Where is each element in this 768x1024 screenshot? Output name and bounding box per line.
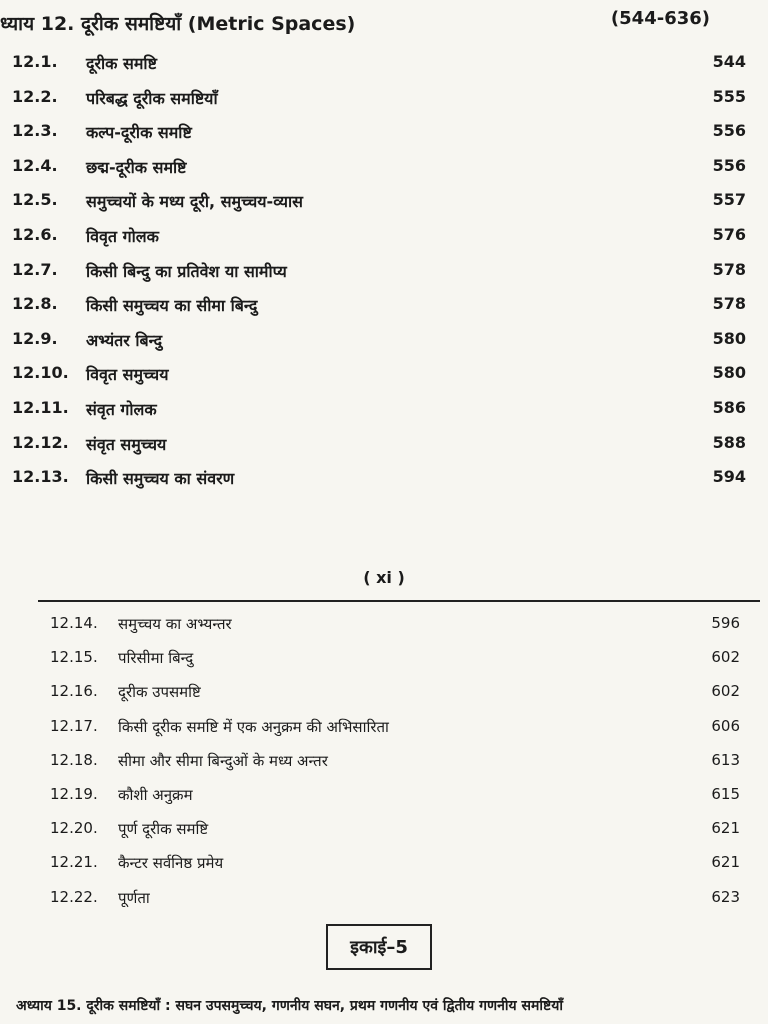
entry-page-number: 578 (712, 259, 746, 279)
entry-title: पूर्णता (118, 888, 150, 907)
entry-number: 12.21. (50, 853, 98, 872)
entry-page-number: 602 (711, 648, 740, 667)
toc-entry (0, 363, 768, 397)
entry-title: सीमा और सीमा बिन्दुओं के मध्य अन्तर (118, 751, 328, 770)
entry-page-number: 555 (712, 86, 746, 106)
entry-title: संवृत गोलक (86, 400, 157, 419)
entry-number: 12.2. (12, 86, 58, 106)
entry-number: 12.13. (12, 467, 69, 487)
toc-entry (0, 888, 768, 922)
toc-entry (0, 648, 768, 682)
entry-title: समुच्चय का अभ्यन्तर (118, 615, 232, 633)
entry-number: 12.11. (12, 398, 69, 417)
section-divider (38, 600, 760, 602)
toc-entry (0, 467, 768, 501)
entry-title: किसी समुच्चय का संवरण (86, 469, 235, 489)
entry-title: कौशी अनुक्रम (118, 786, 193, 804)
entry-page-number: 602 (711, 682, 740, 701)
toc-entry (0, 156, 768, 190)
entry-page-number: 578 (712, 294, 746, 314)
toc-entry (0, 294, 768, 328)
toc-entry (0, 785, 768, 819)
entry-page-number: 606 (711, 716, 740, 735)
entry-page-number: 576 (712, 225, 746, 244)
entry-page-number: 588 (712, 432, 746, 452)
entry-page-number: 615 (711, 785, 740, 803)
toc-entry (0, 260, 768, 294)
entry-number: 12.20. (50, 819, 98, 838)
toc-entry (0, 190, 768, 224)
entry-title: समुच्चयों के मध्य दूरी, समुच्चय-व्यास (86, 192, 303, 212)
entry-page-number: 556 (712, 155, 746, 175)
entry-title: किसी बिन्दु का प्रतिवेश या सामीप्य (86, 261, 287, 281)
entry-page-number: 586 (712, 398, 746, 417)
entry-number: 12.12. (12, 432, 69, 452)
entry-number: 12.18. (50, 750, 98, 769)
entry-number: 12.5. (12, 190, 58, 210)
entry-title: विवृत समुच्चय (86, 365, 169, 385)
chapter-page-range: (544-636) (610, 8, 710, 29)
entry-title: विवृत गोलक (86, 227, 159, 246)
entry-number: 12.19. (50, 785, 98, 803)
entry-page-number: 580 (712, 328, 746, 348)
entry-number: 12.4. (12, 155, 58, 175)
toc-entry (0, 853, 768, 887)
toc-entry (0, 433, 768, 467)
entry-title: कैन्टर सर्वनिष्ठ प्रमेय (118, 854, 224, 873)
entry-title: परिसीमा बिन्दु (118, 649, 194, 668)
entry-title: दूरीक समष्टि (86, 54, 157, 73)
entry-title: किसी समुच्चय का सीमा बिन्दु (86, 296, 258, 316)
entry-number: 12.16. (50, 682, 98, 701)
entry-page-number: 557 (712, 190, 746, 210)
entry-title: किसी दूरीक समष्टि में एक अनुक्रम की अभिसारिता (118, 717, 389, 736)
entry-title: अभ्यंतर बिन्दु (86, 330, 163, 350)
entry-page-number: 613 (711, 750, 740, 769)
unit-label: इकाई–5 (350, 937, 408, 958)
toc-entry (0, 52, 768, 86)
entry-title: कल्प-दूरीक समष्टि (86, 123, 192, 143)
toc-entry (0, 121, 768, 155)
entry-page-number: 556 (712, 121, 746, 141)
toc-entry (0, 751, 768, 785)
entry-number: 12.15. (50, 648, 98, 667)
entry-number: 12.10. (12, 363, 69, 383)
entry-title: छद्म-दूरीक समष्टि (86, 157, 187, 177)
toc-entry (0, 682, 768, 716)
entry-number: 12.17. (50, 716, 98, 735)
entry-number: 12.8. (12, 294, 58, 314)
toc-entry (0, 225, 768, 259)
entry-page-number: 621 (711, 853, 740, 872)
entry-page-number: 596 (711, 614, 740, 632)
entry-number: 12.9. (12, 328, 58, 348)
entry-title: संवृत समुच्चय (86, 434, 167, 454)
unit-label-box (326, 924, 432, 970)
entry-title: दूरीक उपसमष्टि (118, 683, 201, 702)
toc-entry (0, 614, 768, 648)
toc-entry (0, 329, 768, 363)
entry-number: 12.7. (12, 259, 58, 279)
next-chapter-line: अध्याय 15. दूरीक समष्टियाँ : सघन उपसमुच्चय, गणनीय सघन, प्रथम गणनीय एवं द्वितीय गणनीय समष्टियाँ (16, 998, 563, 1014)
toc-entry (0, 717, 768, 751)
entry-title: परिबद्ध दूरीक समष्टियाँ (86, 88, 218, 108)
entry-title: पूर्ण दूरीक समष्टि (118, 820, 209, 839)
toc-entry (0, 398, 768, 432)
toc-entry (0, 819, 768, 853)
entry-number: 12.3. (12, 121, 58, 141)
entry-number: 12.6. (12, 225, 58, 244)
entry-number: 12.22. (50, 887, 98, 906)
entry-number: 12.1. (12, 52, 58, 71)
entry-page-number: 621 (711, 819, 740, 838)
toc-entry (0, 87, 768, 121)
chapter-title: ध्याय 12. दूरीक समष्टियाँ (Metric Spaces) (0, 13, 356, 35)
entry-number: 12.14. (50, 614, 98, 632)
entry-page-number: 544 (712, 52, 746, 71)
entry-page-number: 594 (712, 467, 746, 487)
entry-page-number: 580 (712, 363, 746, 383)
page-folio: ( xi ) (363, 568, 405, 587)
entry-page-number: 623 (711, 887, 740, 906)
